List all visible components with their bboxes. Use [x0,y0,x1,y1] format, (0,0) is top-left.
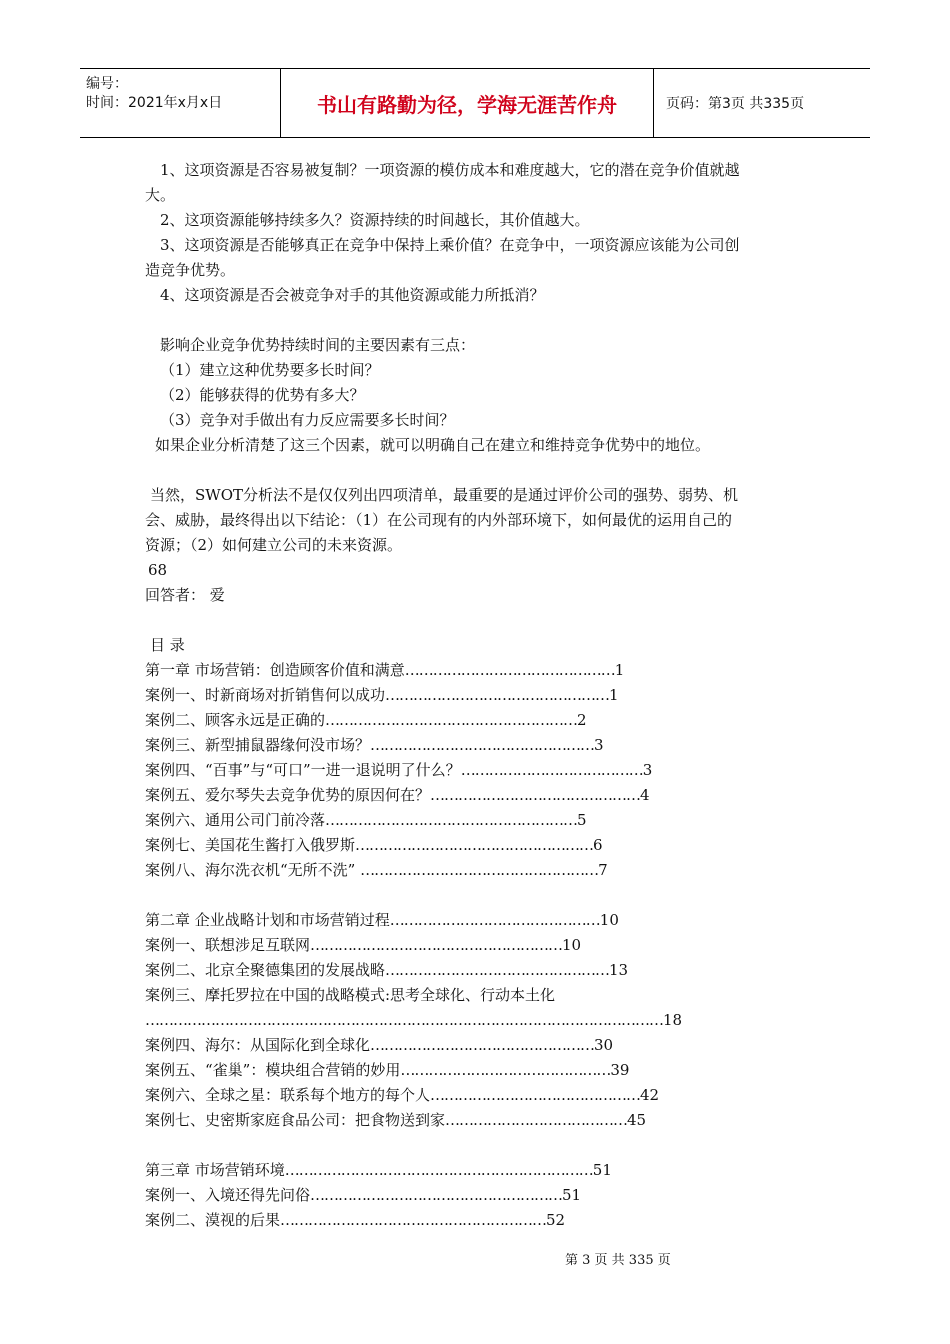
paragraph-line: 会、威胁，最终得出以下结论：（1）在公司现有的内外部环境下，如何最优的运用自己的 [145,511,733,529]
toc-entry[interactable] [145,1108,646,1132]
paragraph-line: 1、这项资源是否容易被复制？一项资源的模仿成本和难度越大，它的潜在竞争价值就越 [160,161,740,179]
paragraph-line: 大。 [145,186,176,204]
toc-entry-title: 案例八、海尔洗衣机“无所不洗” [145,861,361,879]
time-label: 时间：2021年x月x日 [86,95,223,111]
paragraph-line: （3）竞争对手做出有力反应需要多长时间？ [160,411,455,429]
toc-page-number: 45 [627,1111,647,1129]
answerer-line: 回答者： 爱 [145,586,225,604]
toc-page-number: 6 [593,836,603,854]
toc-entry-title: 案例三、摩托罗拉在中国的战略模式:思考全球化、行动本土化 [145,986,556,1004]
page-header [80,68,870,138]
toc-entry[interactable] [145,1033,613,1057]
toc-leader-dots: ………………………………………………………………………………………………… [145,1011,663,1029]
toc-leader-dots: ………………………………………………………… [284,1161,593,1179]
toc-entry[interactable] [145,1208,565,1232]
toc-page-number: 10 [562,936,582,954]
toc-entry[interactable] [145,833,603,857]
number-text: 68 [148,561,168,579]
toc-entry[interactable] [145,1083,659,1107]
toc-entry-title: 案例一、入境还得先问俗 [145,1186,311,1204]
toc-entry-title: 案例五、“雀巢”：模块组合营销的妙用 [145,1061,401,1079]
toc-page-number: 4 [640,786,650,804]
toc-entry[interactable] [145,933,581,957]
toc-entry-title: 案例一、时新商场对折销售何以成功 [145,686,386,704]
toc-page-number: 30 [594,1036,614,1054]
toc-entry-title: 案例二、北京全聚德集团的发展战略 [145,961,386,979]
toc-leader-dots: ………………………………… [460,761,643,779]
toc-entry-title: 案例六、全球之星：联系每个地方的每个人 [145,1086,431,1104]
toc-entry-title: 案例四、海尔：从国际化到全球化 [145,1036,371,1054]
toc-leader-dots: ……………………………………… [430,786,641,804]
page-footer: 第 3 页 共 335 页 [565,1253,671,1268]
toc-leader-dots: ………………………………………… [385,961,610,979]
toc-leader-dots: ……………………………………………… [325,811,578,829]
toc-page-number: 1 [609,686,619,704]
toc-entry[interactable] [145,958,628,982]
toc-entry[interactable] [145,1058,629,1082]
toc-leader-dots: …………………………………………… [360,861,599,879]
toc-leader-dots: ……………………………………………… [325,711,578,729]
toc-page-number: 13 [609,961,629,979]
toc-entry-title: 第三章 市场营销环境 [145,1161,285,1179]
paragraph-line: 造竞争优势。 [145,261,236,279]
toc-entry[interactable] [145,983,555,1007]
toc-entry[interactable] [145,708,587,732]
paragraph-line: （2）能够获得的优势有多大？ [160,386,365,404]
header-meta-cell [80,69,281,137]
header-motto: 书山有路勤为径，学海无涯苦作舟 [281,69,654,137]
toc-entry[interactable] [145,683,619,707]
toc-page-number: 3 [594,736,604,754]
toc-entry[interactable] [145,758,652,782]
paragraph-line: 3、这项资源是否能够真正在竞争中保持上乘价值？在竞争中，一项资源应该能为公司创 [160,236,740,254]
toc-entry[interactable] [145,1183,581,1207]
toc-entry-title: 案例二、顾客永远是正确的 [145,711,326,729]
toc-entry-title: 案例七、美国花生酱打入俄罗斯 [145,836,356,854]
toc-page-number: 10 [599,911,619,929]
toc-entry-title: 案例五、爱尔琴失去竞争优势的原因何在？ [145,786,431,804]
toc-leader-dots: ………………………………………… [385,686,610,704]
toc-entry[interactable] [145,733,604,757]
toc-leader-dots: ………………………………………………… [280,1211,547,1229]
toc-leader-dots: …………………………………………… [355,836,594,854]
toc-entry[interactable] [145,783,650,807]
toc-leader-dots: ……………………………………… [389,911,600,929]
toc-page-number: 3 [642,761,653,779]
toc-page-number: 39 [610,1061,630,1079]
toc-entry-title: 案例六、通用公司门前冷落 [145,811,326,829]
toc-page-number: 18 [663,1011,683,1029]
toc-entry-title: 案例三、新型捕鼠器缘何没市场？ [145,736,371,754]
header-page-info: 页码：第3页 共335页 [666,96,805,112]
paragraph-line: 如果企业分析清楚了这三个因素，就可以明确自己在建立和维持竞争优势中的地位。 [155,436,711,454]
toc-leader-dots: ……………………………………………… [310,1186,563,1204]
toc-page-number: 51 [592,1161,612,1179]
toc-leader-dots: ……………………………………………… [310,936,563,954]
number-label: 编号： [86,76,128,92]
toc-entry[interactable] [145,908,619,932]
toc-page-number: 2 [577,711,587,729]
toc-page-number: 5 [577,811,587,829]
toc-page-number: 7 [598,861,608,879]
toc-entry-title: 案例四、“百事”与“可口”一进一退说明了什么？ [145,761,461,779]
paragraph-line: 资源；（2）如何建立公司的未来资源。 [145,536,403,554]
toc-title: 目 录 [150,636,185,654]
paragraph-line: 影响企业竞争优势持续时间的主要因素有三点： [160,336,476,354]
toc-page-number: 51 [562,1186,582,1204]
toc-entry-title: 第一章 市场营销：创造顾客价值和满意 [145,661,405,679]
toc-leader-dots: ………………………………………… [370,736,595,754]
toc-entry-title: 案例二、漠视的后果 [145,1211,281,1229]
toc-leader-dots: ……………………………………… [404,661,615,679]
paragraph-line: 当然，SWOT分析法不是仅仅列出四项清单，最重要的是通过评价公司的强势、弱势、机 [150,486,738,504]
toc-entry-title: 第二章 企业战略计划和市场营销过程 [145,911,390,929]
paragraph-line: 4、这项资源是否会被竞争对手的其他资源或能力所抵消？ [160,286,545,304]
toc-entry-title: 案例七、史密斯家庭食品公司：把食物送到家 [145,1111,446,1129]
toc-leader-dots: ………………………………………… [370,1036,595,1054]
paragraph-line: （1）建立这种优势要多长时间？ [160,361,380,379]
toc-entry[interactable] [145,1158,612,1182]
toc-page-number: 1 [614,661,625,679]
toc-entry[interactable] [145,858,608,882]
toc-entry-title: 案例一、联想涉足互联网 [145,936,311,954]
toc-page-number: 42 [640,1086,660,1104]
toc-page-number: 52 [546,1211,566,1229]
paragraph-line: 2、这项资源能够持续多久？资源持续的时间越长，其价值越大。 [160,211,590,229]
toc-leader-dots: ……………………………………… [400,1061,611,1079]
toc-leader-dots: ……………………………………… [430,1086,641,1104]
toc-entry[interactable] [145,1008,682,1032]
toc-entry[interactable] [145,658,624,682]
toc-entry[interactable] [145,808,587,832]
toc-leader-dots: ………………………………… [445,1111,628,1129]
